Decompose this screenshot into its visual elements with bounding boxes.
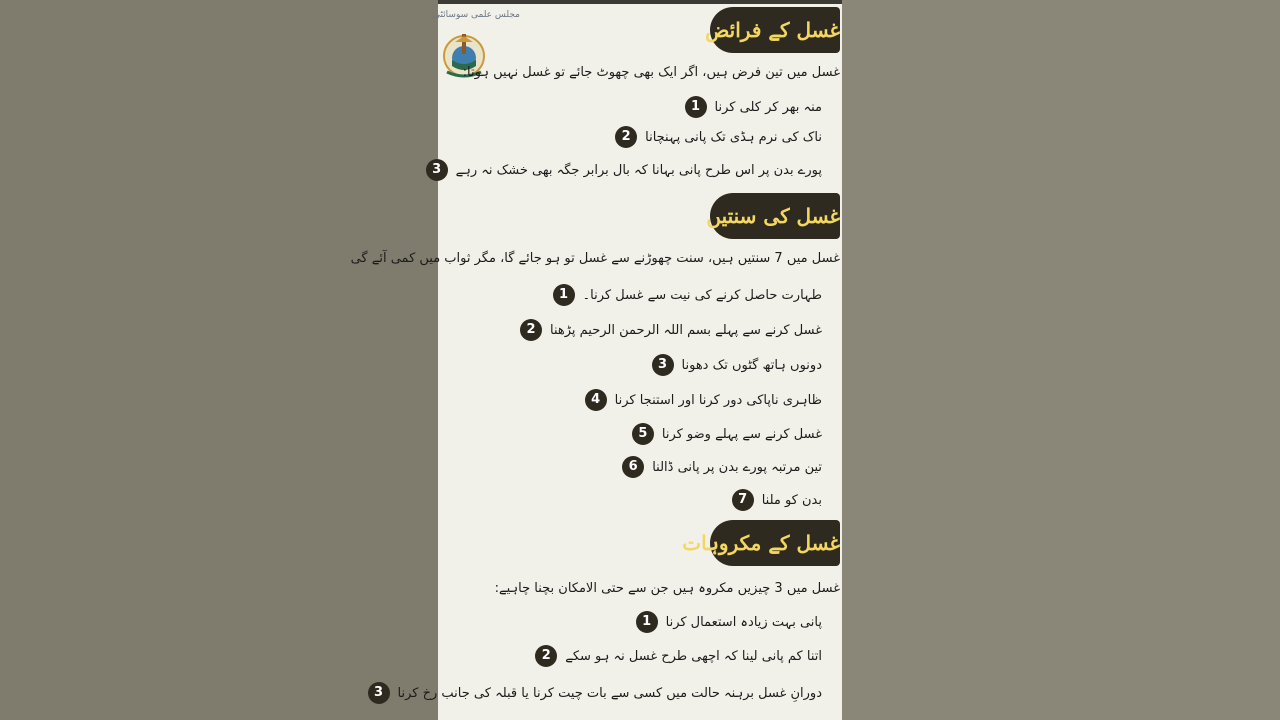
list-item-text: طہارت حاصل کرنے کی نیت سے غسل کرنا۔ bbox=[582, 287, 822, 303]
list-item bbox=[553, 282, 822, 308]
list-item bbox=[585, 387, 822, 413]
number-badge: 6 bbox=[622, 456, 644, 478]
list-item bbox=[615, 124, 822, 150]
list-item bbox=[636, 609, 822, 635]
number-badge: 2 bbox=[520, 319, 542, 341]
list-item-text: دورانِ غسل برہنہ حالت میں کسی سے بات چیت کرنا یا قبلہ کی جانب رخ کرنا bbox=[397, 685, 822, 701]
list-item-text: غسل کرنے سے پہلے وضو کرنا bbox=[661, 426, 822, 442]
list-item-text: ظاہری ناپاکی دور کرنا اور استنجا کرنا bbox=[614, 392, 822, 408]
number-badge: 1 bbox=[636, 611, 658, 633]
heading-ghusl-faraiz: غسل کے فرائض bbox=[710, 7, 840, 53]
intro-sunnatein: غسل میں 7 سنتیں ہیں، سنت چھوڑنے سے غسل تو ہو جائے گا، مگر ثواب میں کمی آئے گی bbox=[350, 251, 840, 266]
number-badge: 5 bbox=[632, 423, 654, 445]
number-badge: 1 bbox=[553, 284, 575, 306]
number-badge: 7 bbox=[732, 489, 754, 511]
list-item bbox=[368, 680, 822, 706]
list-item bbox=[732, 487, 822, 513]
top-border bbox=[438, 0, 842, 4]
heading-ghusl-sunnatein: غسل کی سنتیں bbox=[710, 193, 840, 239]
list-item-text: پانی بہت زیادہ استعمال کرنا bbox=[665, 614, 822, 630]
number-badge: 1 bbox=[685, 96, 707, 118]
backdrop-right bbox=[842, 0, 1280, 720]
list-item-text: پورے بدن پر اس طرح پانی بہانا کہ بال برابر جگہ بھی خشک نہ رہے bbox=[455, 162, 822, 178]
list-item-text: اتنا کم پانی لینا کہ اچھی طرح غسل نہ ہو سکے bbox=[565, 648, 822, 664]
document-page bbox=[350, 0, 842, 720]
brand-watermark: مجلس علمی سوسائٹی bbox=[432, 10, 520, 20]
number-badge: 3 bbox=[652, 354, 674, 376]
list-item bbox=[632, 421, 822, 447]
list-item-text: ناک کی نرم ہڈی تک پانی پہنچانا bbox=[645, 129, 822, 145]
list-item bbox=[535, 643, 822, 669]
number-badge: 3 bbox=[368, 682, 390, 704]
list-item-text: غسل کرنے سے پہلے بسم اللہ الرحمن الرحیم پڑھنا bbox=[549, 322, 822, 338]
backdrop-left bbox=[0, 0, 438, 720]
list-item-text: بدن کو ملنا bbox=[761, 492, 822, 508]
intro-makroohat: غسل میں 3 چیزیں مکروہ ہیں جن سے حتی الامکان بچنا چاہیے: bbox=[494, 581, 840, 596]
list-item bbox=[685, 94, 822, 120]
list-item-text: منہ بھر کر کلی کرنا bbox=[714, 99, 822, 115]
list-item bbox=[520, 317, 822, 343]
number-badge: 2 bbox=[615, 126, 637, 148]
intro-faraiz: غسل میں تین فرض ہیں، اگر ایک بھی چھوٹ جائے تو غسل نہیں ہوتا: bbox=[462, 65, 840, 80]
list-item-text: تین مرتبہ پورے بدن پر پانی ڈالنا bbox=[652, 459, 822, 475]
number-badge: 4 bbox=[585, 389, 607, 411]
list-item bbox=[426, 157, 822, 183]
list-item-text: دونوں ہاتھ گٹوں تک دھونا bbox=[681, 357, 822, 373]
number-badge: 3 bbox=[426, 159, 448, 181]
number-badge: 2 bbox=[535, 645, 557, 667]
list-item bbox=[622, 454, 822, 480]
list-item bbox=[652, 352, 822, 378]
heading-ghusl-makroohat: غسل کے مکروہات bbox=[710, 520, 840, 566]
